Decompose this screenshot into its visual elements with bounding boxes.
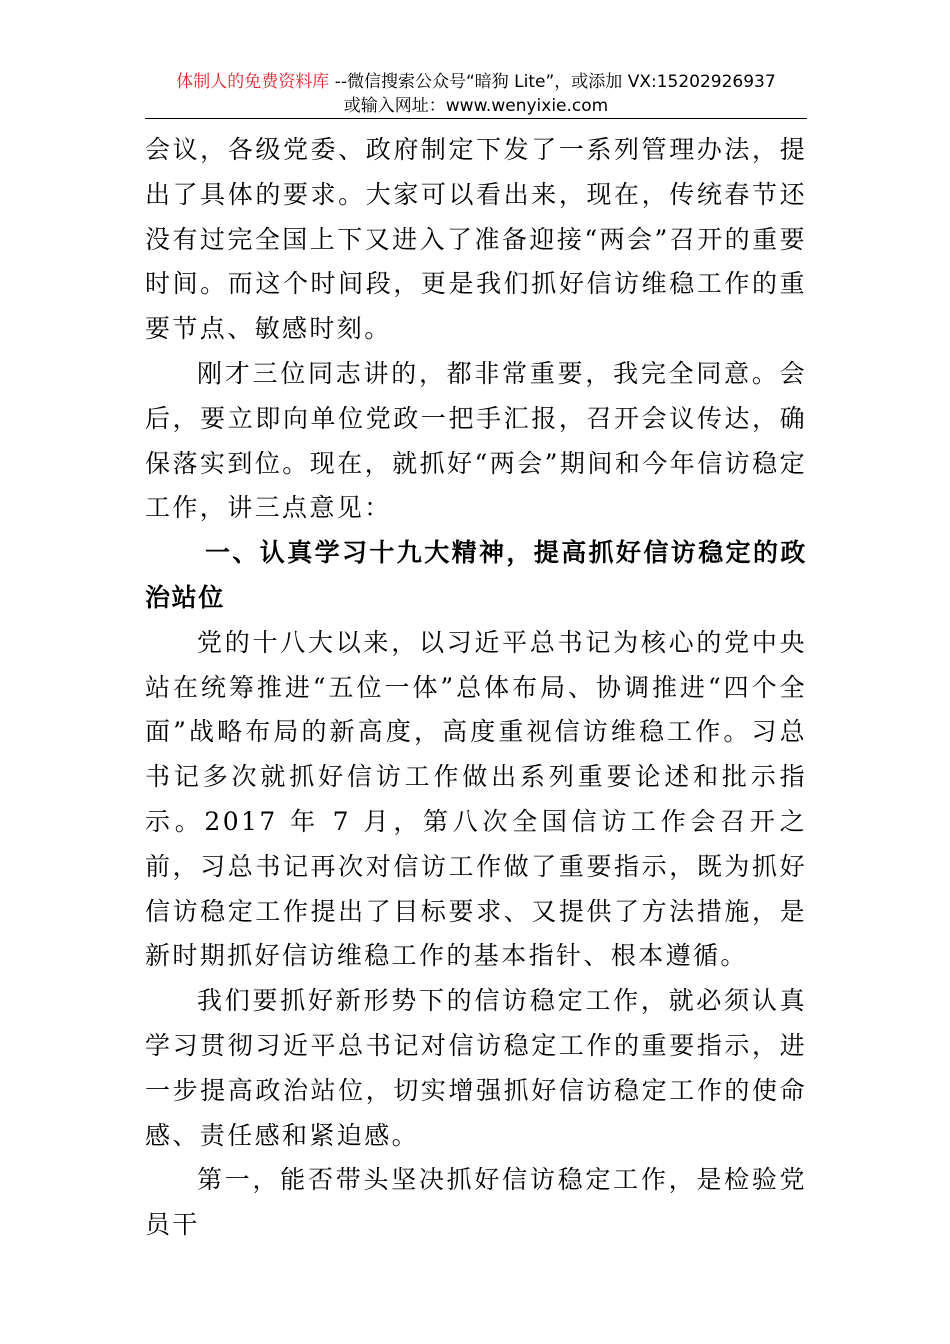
header-divider <box>145 118 807 119</box>
paragraph-background: 党的十八大以来，以习近平总书记为核心的党中央站在统筹推进“五位一体”总体布局、协调推进“四个全面”战略布局的新高度，高度重视信访维稳工作。习总书记多次就抓好信访工作做出系列重要论述和批示指示。2017 年 7 月，第八次全国信访工作会召开之前，习总书记再次对信访工作做了重要指示，既为抓好信访稳定工作提出了目标要求、又提供了方法措施，是新时期抓好信访维稳工作的基本指针、根本遵循。 <box>145 627 807 971</box>
header-line-2: 或输入网址：www.wenyixie.com <box>343 96 609 116</box>
section-heading-1: 一、认真学习十九大精神，提高抓好信访稳定的政治站位 <box>145 538 807 612</box>
header-contact: --微信搜索公众号“暗狗 Lite”，或添加 VX:15202926937 <box>329 72 776 92</box>
document-body <box>145 128 807 1248</box>
paragraph-opinions: 刚才三位同志讲的，都非常重要，我完全同意。会后，要立即向单位党政一把手汇报，召开会议传达，确保落实到位。现在，就抓好“两会”期间和今年信访稳定工作，讲三点意见： <box>145 358 807 523</box>
header-brand: 体制人的免费资料库 <box>176 72 330 92</box>
page-header <box>145 70 807 118</box>
header-line-1 <box>145 70 807 94</box>
paragraph-first-point: 第一，能否带头坚决抓好信访稳定工作，是检验党员干 <box>145 1165 807 1240</box>
paragraph-continuation: 会议，各级党委、政府制定下发了一系列管理办法，提出了具体的要求。大家可以看出来，现在，传统春节还没有过完全国上下又进入了准备迎接“两会”召开的重要时间。而这个时间段，更是我们抓好信访维稳工作的重要节点、敏感时刻。 <box>145 135 807 344</box>
paragraph-requirement: 我们要抓好新形势下的信访稳定工作，就必须认真学习贯彻习近平总书记对信访稳定工作的重要指示，进一步提高政治站位，切实增强抓好信访稳定工作的使命感、责任感和紧迫感。 <box>145 986 807 1150</box>
